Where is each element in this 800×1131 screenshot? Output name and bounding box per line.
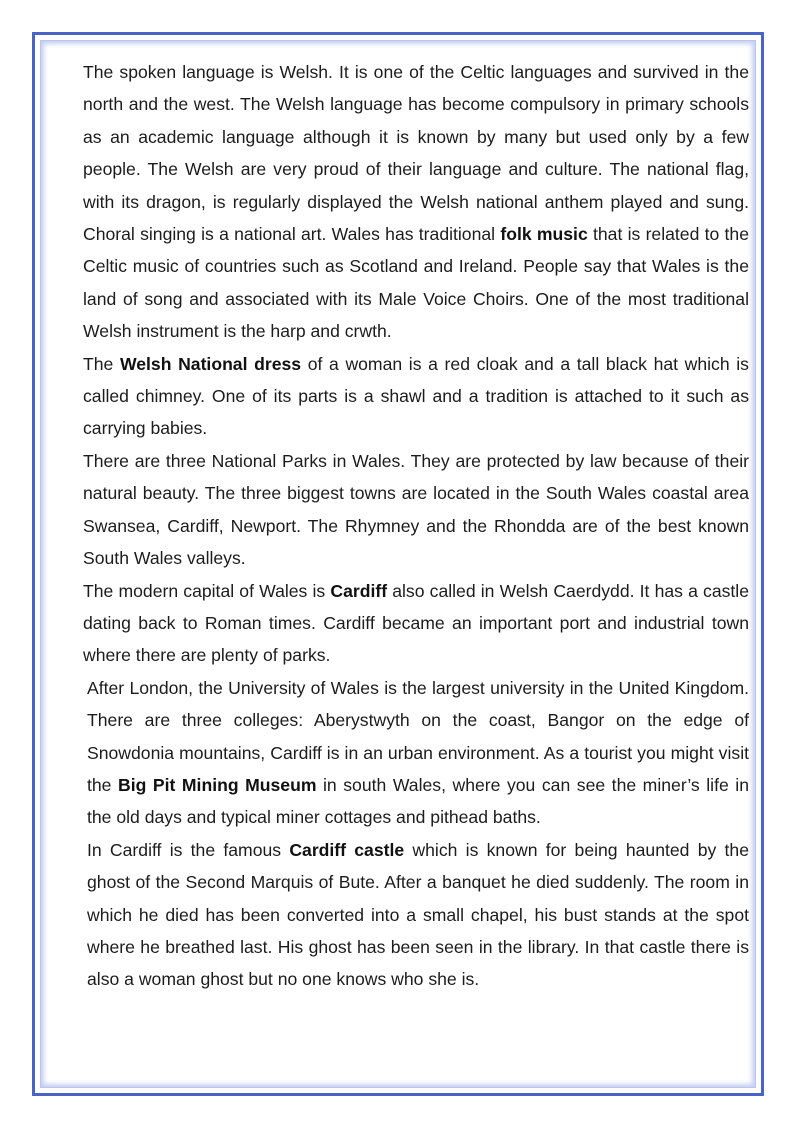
text-segment: of a woman is a red cloak and a tall black hat which is called chimney. One of its parts is a shawl and a tradition is attached to it such as carrying babies. xyxy=(83,353,749,439)
text-segment: There are three National Parks in Wales. They are protected by law because of their natural beauty. The three biggest towns are located in the South Wales coastal area Swansea, Cardiff, Newport. The Rhymney and the Rhondda are of the best known South Wales valleys. xyxy=(83,450,749,569)
bold-term-folk-music: folk music xyxy=(500,224,588,245)
paragraph-national-dress xyxy=(83,348,749,445)
text-segment: The modern capital of Wales is xyxy=(83,580,331,601)
paragraph-cardiff-castle xyxy=(83,834,749,996)
text-segment: also called in Welsh Caerdydd. It has a castle dating back to Roman times. Cardiff became an important port and industrial town where there are plenty of parks. xyxy=(83,580,749,666)
bold-term-welsh-national-dress: Welsh National dress xyxy=(119,353,302,374)
text-segment: The spoken language is Welsh. It is one of the Celtic languages and survived in the north and the west. The Welsh language has become compulsory in primary schools as an academic language although it is known by many but used only by a few people. The Welsh are very proud of their language and culture. The national flag, with its dragon, is regularly displayed the Welsh national anthem played and sung. Choral singing is a national art. Wales has traditional xyxy=(83,62,749,245)
paragraph-national-parks xyxy=(83,445,749,575)
text-segment: The xyxy=(83,353,120,374)
text-segment: After London, the University of Wales is the largest university in the United Kingdom. There are three colleges: Aberystwyth on the coast, Bangor on the edge of Snowdonia mountains, Cardiff is in an urban environment. As a tourist you might visit the xyxy=(87,677,749,795)
text-segment: that is related to the Celtic music of countries such as Scotland and Ireland. People say that Wales is the land of song and associated with its Male Voice Choirs. One of the most traditional Welsh instrument is the harp and crwth. xyxy=(83,224,750,342)
text-segment: in south Wales, where you can see the miner’s life in the old days and typical miner cottages and pithead baths. xyxy=(87,774,749,828)
paragraph-capital-cardiff xyxy=(83,575,749,672)
paragraph-university xyxy=(83,672,749,834)
bold-term-cardiff-castle: Cardiff castle xyxy=(289,839,405,860)
document-body xyxy=(83,56,749,996)
bold-term-cardiff: Cardiff xyxy=(330,580,388,601)
bold-term-big-pit-mining-museum: Big Pit Mining Museum xyxy=(118,774,317,795)
text-segment: In Cardiff is the famous xyxy=(87,839,290,860)
text-segment: which is known for being haunted by the ghost of the Second Marquis of Bute. After a banquet he died suddenly. The room in which he died has been converted into a small chapel, his bust stands at the spot where he breathed last. His ghost has been seen in the library. In that castle there is also a woman ghost but no one knows who she is. xyxy=(87,839,749,990)
paragraph-welsh-language xyxy=(83,56,749,348)
